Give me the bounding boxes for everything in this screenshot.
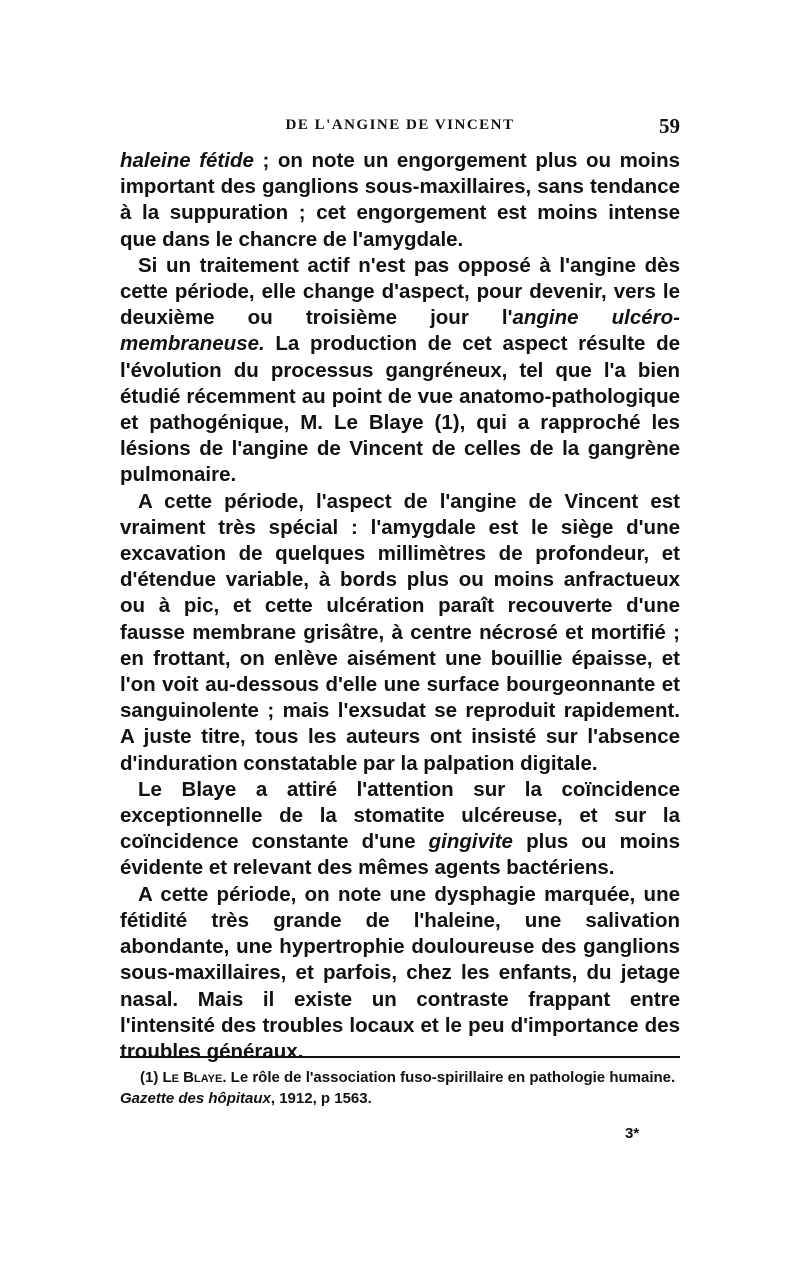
paragraph-5: A cette période, on note une dysphagie marquée, une fétidité très grande de l'haleine, une salivation abondante, une hypertrophie douloureuse des ganglions sous-maxillaires, et parfois, chez les enfants, du jetage nasal. Mais il existe un contraste frappant entre l'intensité des troubles locaux et le peu d'importance des troubles généraux.	[120, 882, 680, 1063]
footnote-title: Le rôle de l'association fuso-spirillaire en pathologie humaine.	[226, 1069, 676, 1086]
italic-term: haleine fétide	[120, 149, 254, 172]
footnote-citation: , 1912, p 1563.	[270, 1090, 372, 1107]
footnote-marker: (1)	[140, 1069, 163, 1086]
page-number: 59	[659, 114, 680, 138]
paragraph-1	[120, 148, 680, 253]
paragraph-2	[120, 253, 680, 489]
italic-term: gingivite	[428, 830, 513, 854]
footnote-rule	[120, 1056, 680, 1058]
running-head	[120, 114, 680, 139]
paragraph-4	[120, 777, 680, 882]
paragraph-text: Le Blaye a attiré l'attention sur la coïncidence exceptionnelle de la stomatite ulcéreuse, et sur la coïncidence constante d'une	[120, 777, 680, 854]
footnote-author: Le Blaye.	[162, 1069, 227, 1086]
footnote-journal: Gazette des hôpitaux	[120, 1090, 271, 1107]
italic-term: angine ulcéro-membraneuse.	[120, 306, 681, 356]
paragraph-text: plus ou moins évidente et relevant des mêmes agents bactériens.	[120, 830, 680, 880]
paragraph-3: A cette période, l'aspect de l'angine de Vincent est vraiment très spécial : l'amygdale est le siège d'une excavation de quelques millimètres de profondeur, et d'étendue variable, à bords plus ou moins anfractueux ou à pic, et cette ulcération paraît recouverte d'une fausse membrane grisâtre, à centre nécrosé et mortifié ; en frottant, on enlève aisément une bouillie épaisse, et l'on voit au-dessous d'elle une surface bourgeonnante et sanguinolente ; mais l'exsudat se reproduit rapidement. A juste titre, tous les auteurs ont insisté sur l'absence d'induration constatable par la palpation digitale.	[120, 489, 680, 775]
paragraph-text: Si un traitement actif n'est pas opposé à l'angine dès cette période, elle change d'aspect, pour devenir, vers le deuxième ou troisième jour l'	[120, 253, 680, 330]
signature-mark: 3*	[625, 1125, 640, 1142]
paragraph-text: ; on note un engorgement plus ou moins important des ganglions sous-maxillaires, sans tendance à la suppuration ; cet engorgement est moins intense que dans le chancre de l'amygdale.	[120, 149, 681, 251]
footnote	[120, 1067, 680, 1109]
footnote-text	[120, 1067, 680, 1109]
body-text	[120, 148, 680, 1065]
running-title: DE L'ANGINE DE VINCENT	[285, 117, 515, 133]
paragraph-text: La production de cet aspect résulte de l'évolution du processus gangréneux, tel que l'a bien étudié récemment au point de vue anatomo-pathologique et pathogénique, M. Le Blaye (1), qui a rapproché les lésions de l'angine de Vincent de celles de la gangrène pulmonaire.	[120, 332, 680, 487]
